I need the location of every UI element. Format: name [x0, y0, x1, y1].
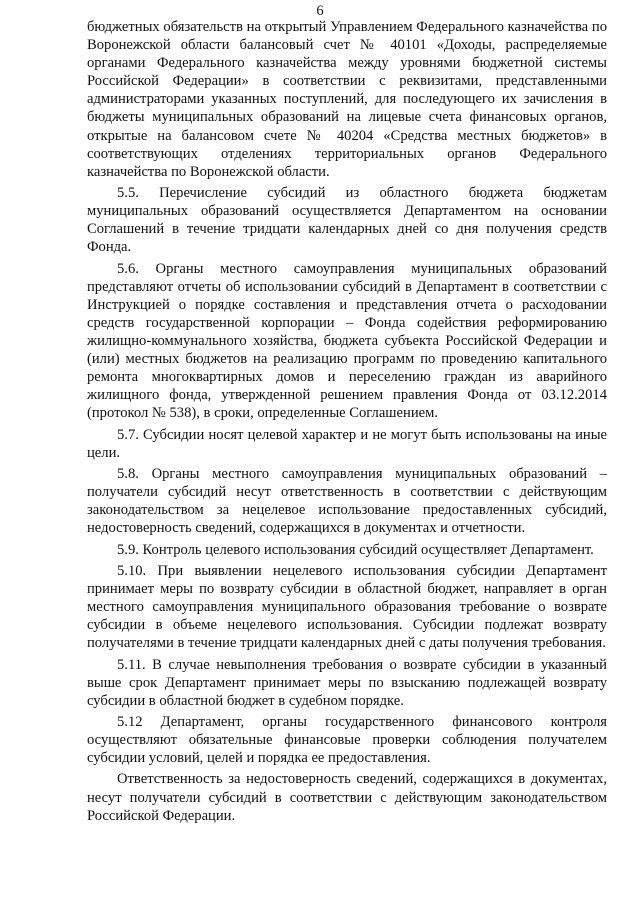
document-body: [87, 18, 607, 828]
paragraph-responsibility: Ответственность за недостоверность сведений, содержащихся в документах, несут получатели субсидий в соответствии с действующим законодательством Российской Федерации.: [87, 771, 607, 824]
paragraph-5-10: 5.10. При выявлении нецелевого использования субсидии Департамент принимает меры по возврату субсидии в областной бюджет, направляет в орган местного самоуправления муниципального образования требование о возврате субсидии в объеме нецелевого использования. Субсидии подлежат возврату получателями в течение тридцати календарных дней с даты получения требования.: [87, 562, 607, 652]
paragraph-5-7: 5.7. Субсидии носят целевой характер и не могут быть использованы на иные цели.: [87, 426, 607, 461]
paragraph-5-6: 5.6. Органы местного самоуправления муниципальных образований представляют отчеты об использовании субсидий в Департамент в соответствии с Инструкцией о порядке составления и представления отчета о расходовании средств государственной корпорации – Фонда содействия реформированию жилищно-коммунального хозяйства, бюджета субъекта Российской Федерации и (или) местных бюджетов на реализацию программ по проведению капитального ремонта многоквартирных домов и переселению граждан из аварийного жилищного фонда, утвержденной решением правления Фонда от 03.12.2014 (протокол № 538), в сроки, определенные Соглашением.: [87, 260, 607, 422]
paragraph-5-8: 5.8. Органы местного самоуправления муниципальных образований – получатели субсидий несут ответственность в соответствии с действующим законодательством за нецелевое использование предоставленных субсидий, недостоверность сведений, содержащихся в документах и отчетности.: [87, 466, 607, 537]
paragraph-5-5: 5.5. Перечисление субсидий из областного бюджета бюджетам муниципальных образований осуществляется Департаментом на основании Соглашений в течение тридцати календарных дней со дня получения средств Фонда.: [87, 185, 607, 256]
paragraph-5-12: 5.12 Департамент, органы государственного финансового контроля осуществляют обязательные финансовые проверки соблюдения получателем субсидии условий, целей и порядка ее предоставления.: [87, 713, 607, 767]
paragraph-5-11: 5.11. В случае невыполнения требования о возврате субсидии в указанный выше срок Департамент принимает меры по взысканию подлежащей возврату субсидии в областной бюджет в судебном порядке.: [87, 656, 607, 709]
page-number: 6: [316, 3, 324, 19]
paragraph-5-9: 5.9. Контроль целевого использования субсидий осуществляет Департамент.: [117, 541, 594, 558]
paragraph-continuation: бюджетных обязательств на открытый Управлением Федерального казначейства по Воронежской области балансовый счет № 40101 «Доходы, распределяемые органами Федерального казначейства между уровнями бюджетной системы Российской Федерации» в соответствии с реквизитами, представленными администраторами указанных поступлений, для последующего их зачисления в бюджеты муниципальных образований на лицевые счета финансовых органов, открытые на балансовом счете № 40204 «Средства местных бюджетов» в соответствующих отделениях территориальных органов Федерального казначейства по Воронежской области.: [87, 19, 607, 180]
